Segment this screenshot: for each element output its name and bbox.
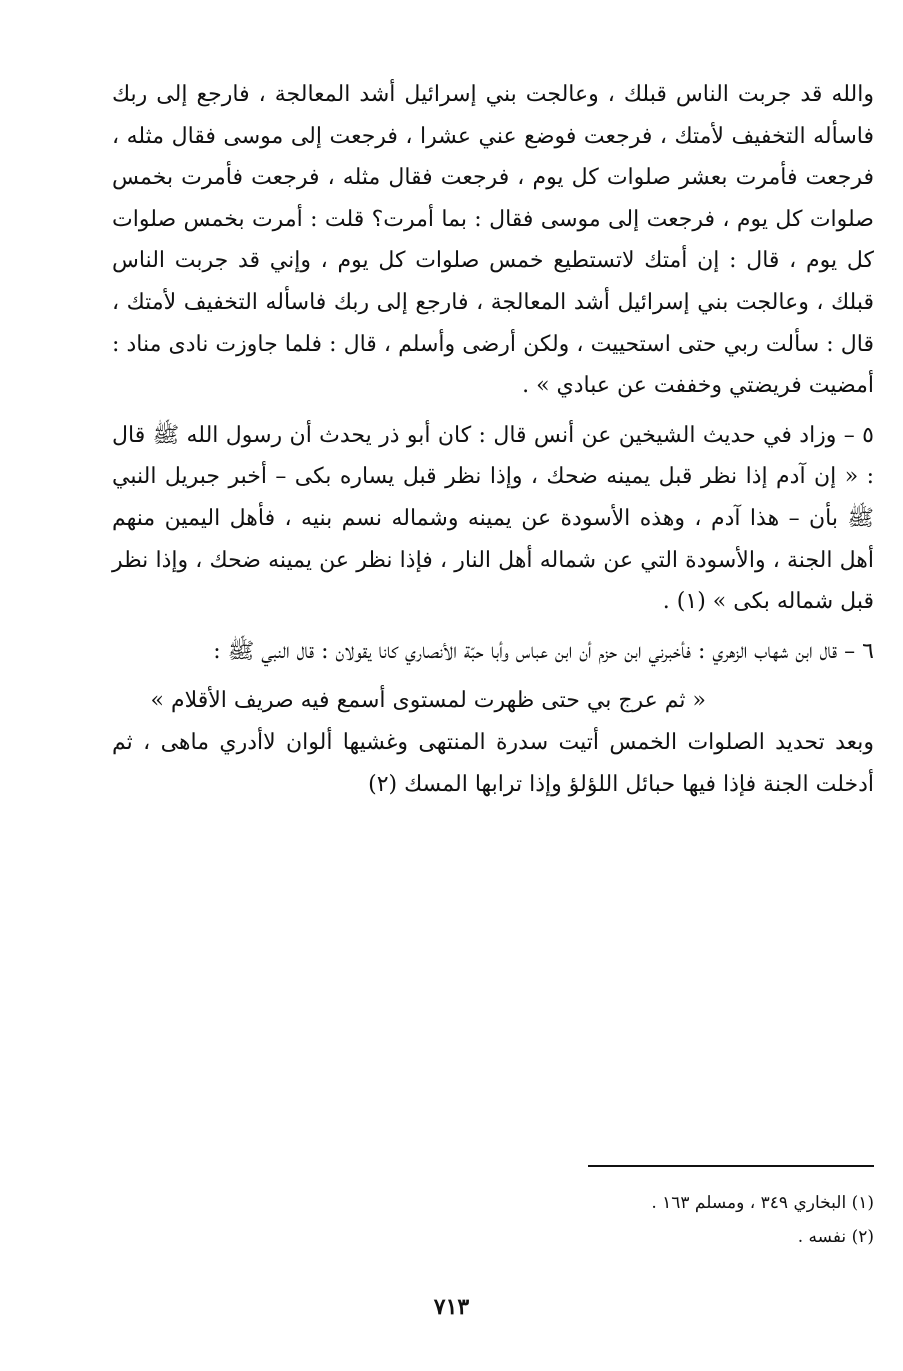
footnote-1: (١) البخاري ٣٤٩ ، ومسلم ١٦٣ . [651, 1193, 874, 1213]
paragraph-closing: وبعد تحديد الصلوات الخمس أتيت سدرة المنتهى وغشيها ألوان لاأدري ماهى ، ثم أدخلت الجنة فإذا فيها حبائل اللؤلؤ وإذا ترابها المسك (٢) [112, 729, 874, 797]
paragraph-hadith-5: ٥ – وزاد في حديث الشيخين عن أنس قال : كان أبو ذر يحدث أن رسول الله ﷺ قال : « إن آدم إذا نظر قبل يمينه ضحك ، وإذا نظر قبل يساره بكى – أخبر جبريل النبي ﷺ بأن – هذا آدم ، وهذه الأسودة عن يمينه وشماله نسم بنيه ، فأهل اليمين منهم أهل الجنة ، والأسودة التي عن شماله أهل النار ، فإذا نظر عن يمينه ضحك ، وإذا نظر قبل شماله بكى » (١) . [112, 422, 874, 615]
paragraph-hadith-6: ٦ – قال ابن شهاب الزهري : فأخبرني ابن حزم أن ابن عباس وأبا حبّة الأنصاري كانا يقولان : قال النبي ﷺ : [213, 638, 874, 664]
main-text [112, 74, 874, 805]
quoted-hadith: « ثم عرج بي حتى ظهرت لمستوى أسمع فيه صريف الأقلام » [150, 688, 706, 714]
footnote-divider [588, 1165, 874, 1167]
paragraph-continuation: والله قد جربت الناس قبلك ، وعالجت بني إسرائيل أشد المعالجة ، فارجع إلى ربك فاسأله التخفيف لأمتك ، فرجعت فوضع عني عشرا ، فرجعت إلى موسى فقال مثله ، فرجعت فأمرت بعشر صلوات كل يوم ، فرجعت فقال مثله ، فرجعت فأمرت بخمس صلوات كل يوم ، فرجعت إلى موسى فقال : بما أمرت؟ قلت : أمرت بخمس صلوات كل يوم ، قال : إن أمتك لاتستطيع خمس صلوات كل يوم ، وإني قد جربت الناس قبلك ، وعالجت بني إسرائيل أشد المعالجة ، فارجع إلى ربك فاسأله التخفيف لأمتك ، قال : سألت ربي حتى استحييت ، ولكن أرضى وأسلم ، قال : فلما جاوزت نادى مناد : أمضيت فريضتي وخففت عن عبادي » . [112, 82, 874, 399]
page-number: ٧١٣ [433, 1294, 470, 1320]
footnote-2: (٢) نفسه . [797, 1227, 874, 1247]
footnotes [300, 1186, 874, 1254]
